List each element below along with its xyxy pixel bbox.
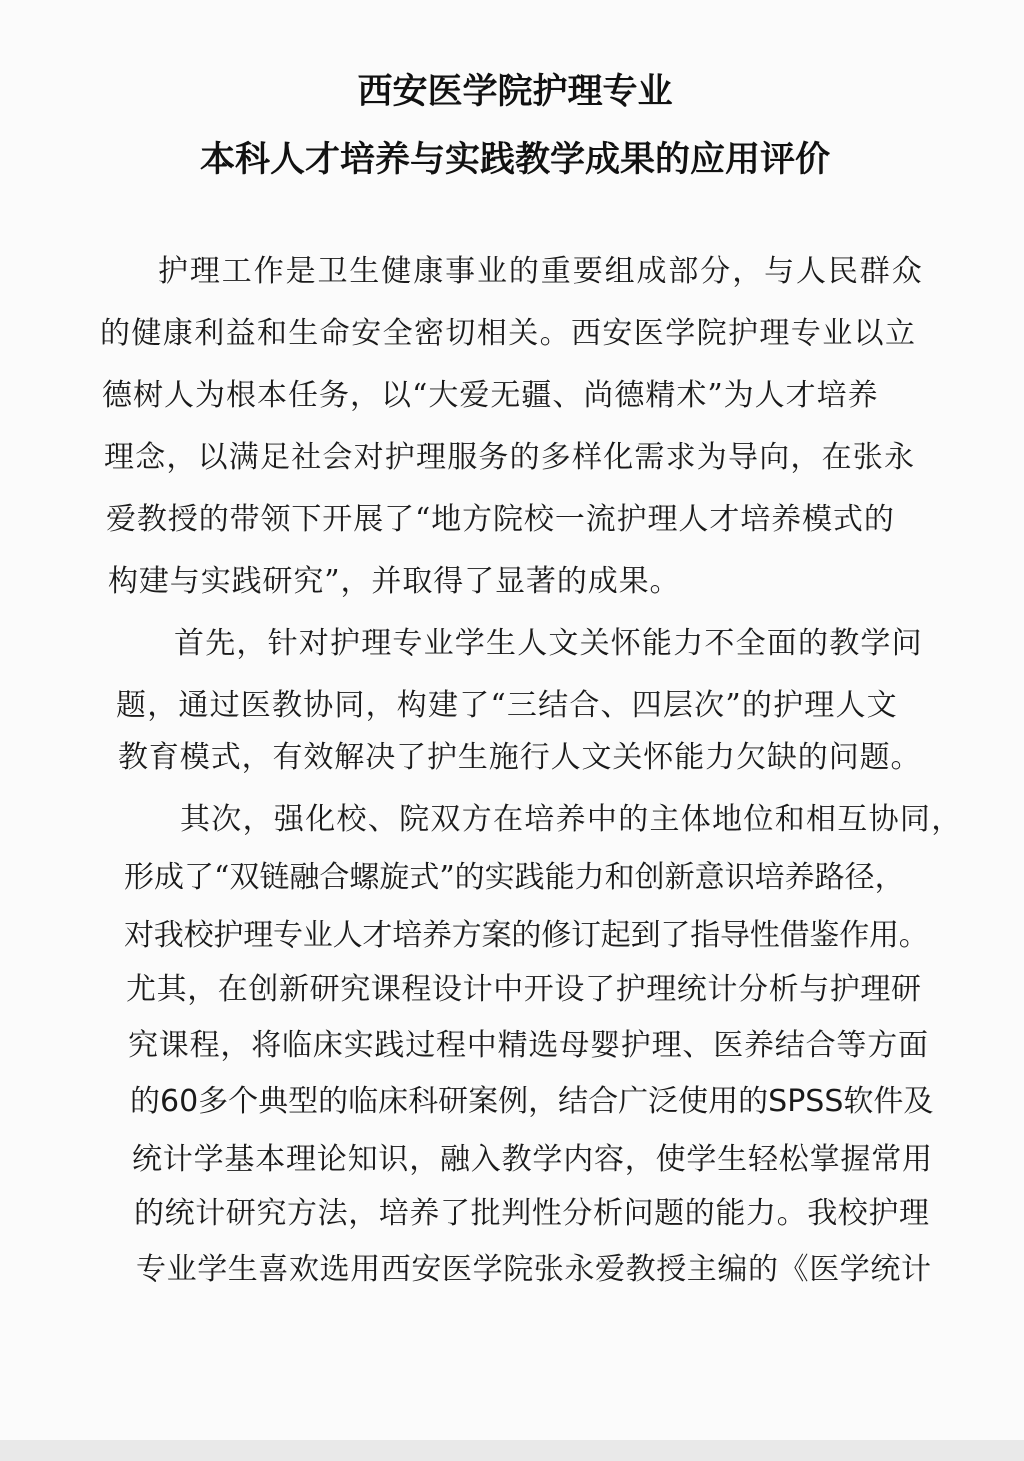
paragraph-line: 护理工作是卫生健康事业的重要组成部分，与人民群众 (158, 254, 924, 289)
paragraph-line: 专业学生喜欢选用西安医学院张永爱教授主编的《医学统计 (136, 1252, 932, 1287)
paragraph-line: 教育模式，有效解决了护生施行人文关怀能力欠缺的问题。 (118, 740, 922, 775)
document-title-line-2: 本科人才培养与实践教学成果的应用评价 (199, 140, 830, 180)
paragraph-line: 究课程，将临床实践过程中精选母婴护理、医养结合等方面 (128, 1028, 929, 1063)
paragraph-line: 统计学基本理论知识，融入教学内容，使学生轻松掌握常用 (132, 1142, 933, 1177)
paragraph-line: 的健康利益和生命安全密切相关。西安医学院护理专业以立 (100, 316, 917, 351)
document-title-line-1: 西安医学院护理专业 (357, 72, 673, 112)
paragraph-line: 的60多个典型的临床科研案例，结合广泛使用的SPSS软件及 (130, 1084, 934, 1119)
paragraph-line: 德树人为根本任务，以“大爱无疆、尚德精术”为人才培养 (102, 378, 879, 413)
bottom-margin (0, 1440, 1024, 1461)
paragraph-line: 首先，针对护理专业学生人文关怀能力不全面的教学问 (174, 626, 923, 661)
paragraph-line: 题，通过医教协同，构建了“三结合、四层次”的护理人文 (116, 688, 898, 723)
paragraph-line: 理念，以满足社会对护理服务的多样化需求为导向，在张永 (104, 440, 916, 475)
paragraph-line: 对我校护理专业人才培养方案的修订起到了指导性借鉴作用。 (124, 918, 929, 953)
paragraph-line: 爱教授的带领下开展了“地方院校一流护理人才培养模式的 (106, 502, 895, 537)
paragraph-line: 尤其，在创新研究课程设计中开设了护理统计分析与护理研 (126, 972, 922, 1007)
paragraph-line: 的统计研究方法，培养了批判性分析问题的能力。我校护理 (134, 1196, 930, 1231)
paragraph-line: 形成了“双链融合螺旋式”的实践能力和创新意识培养路径， (124, 860, 905, 895)
paragraph-line: 其次，强化校、院双方在培养中的主体地位和相互协同， (180, 802, 963, 837)
paragraph-line: 构建与实践研究”，并取得了显著的成果。 (108, 564, 681, 599)
